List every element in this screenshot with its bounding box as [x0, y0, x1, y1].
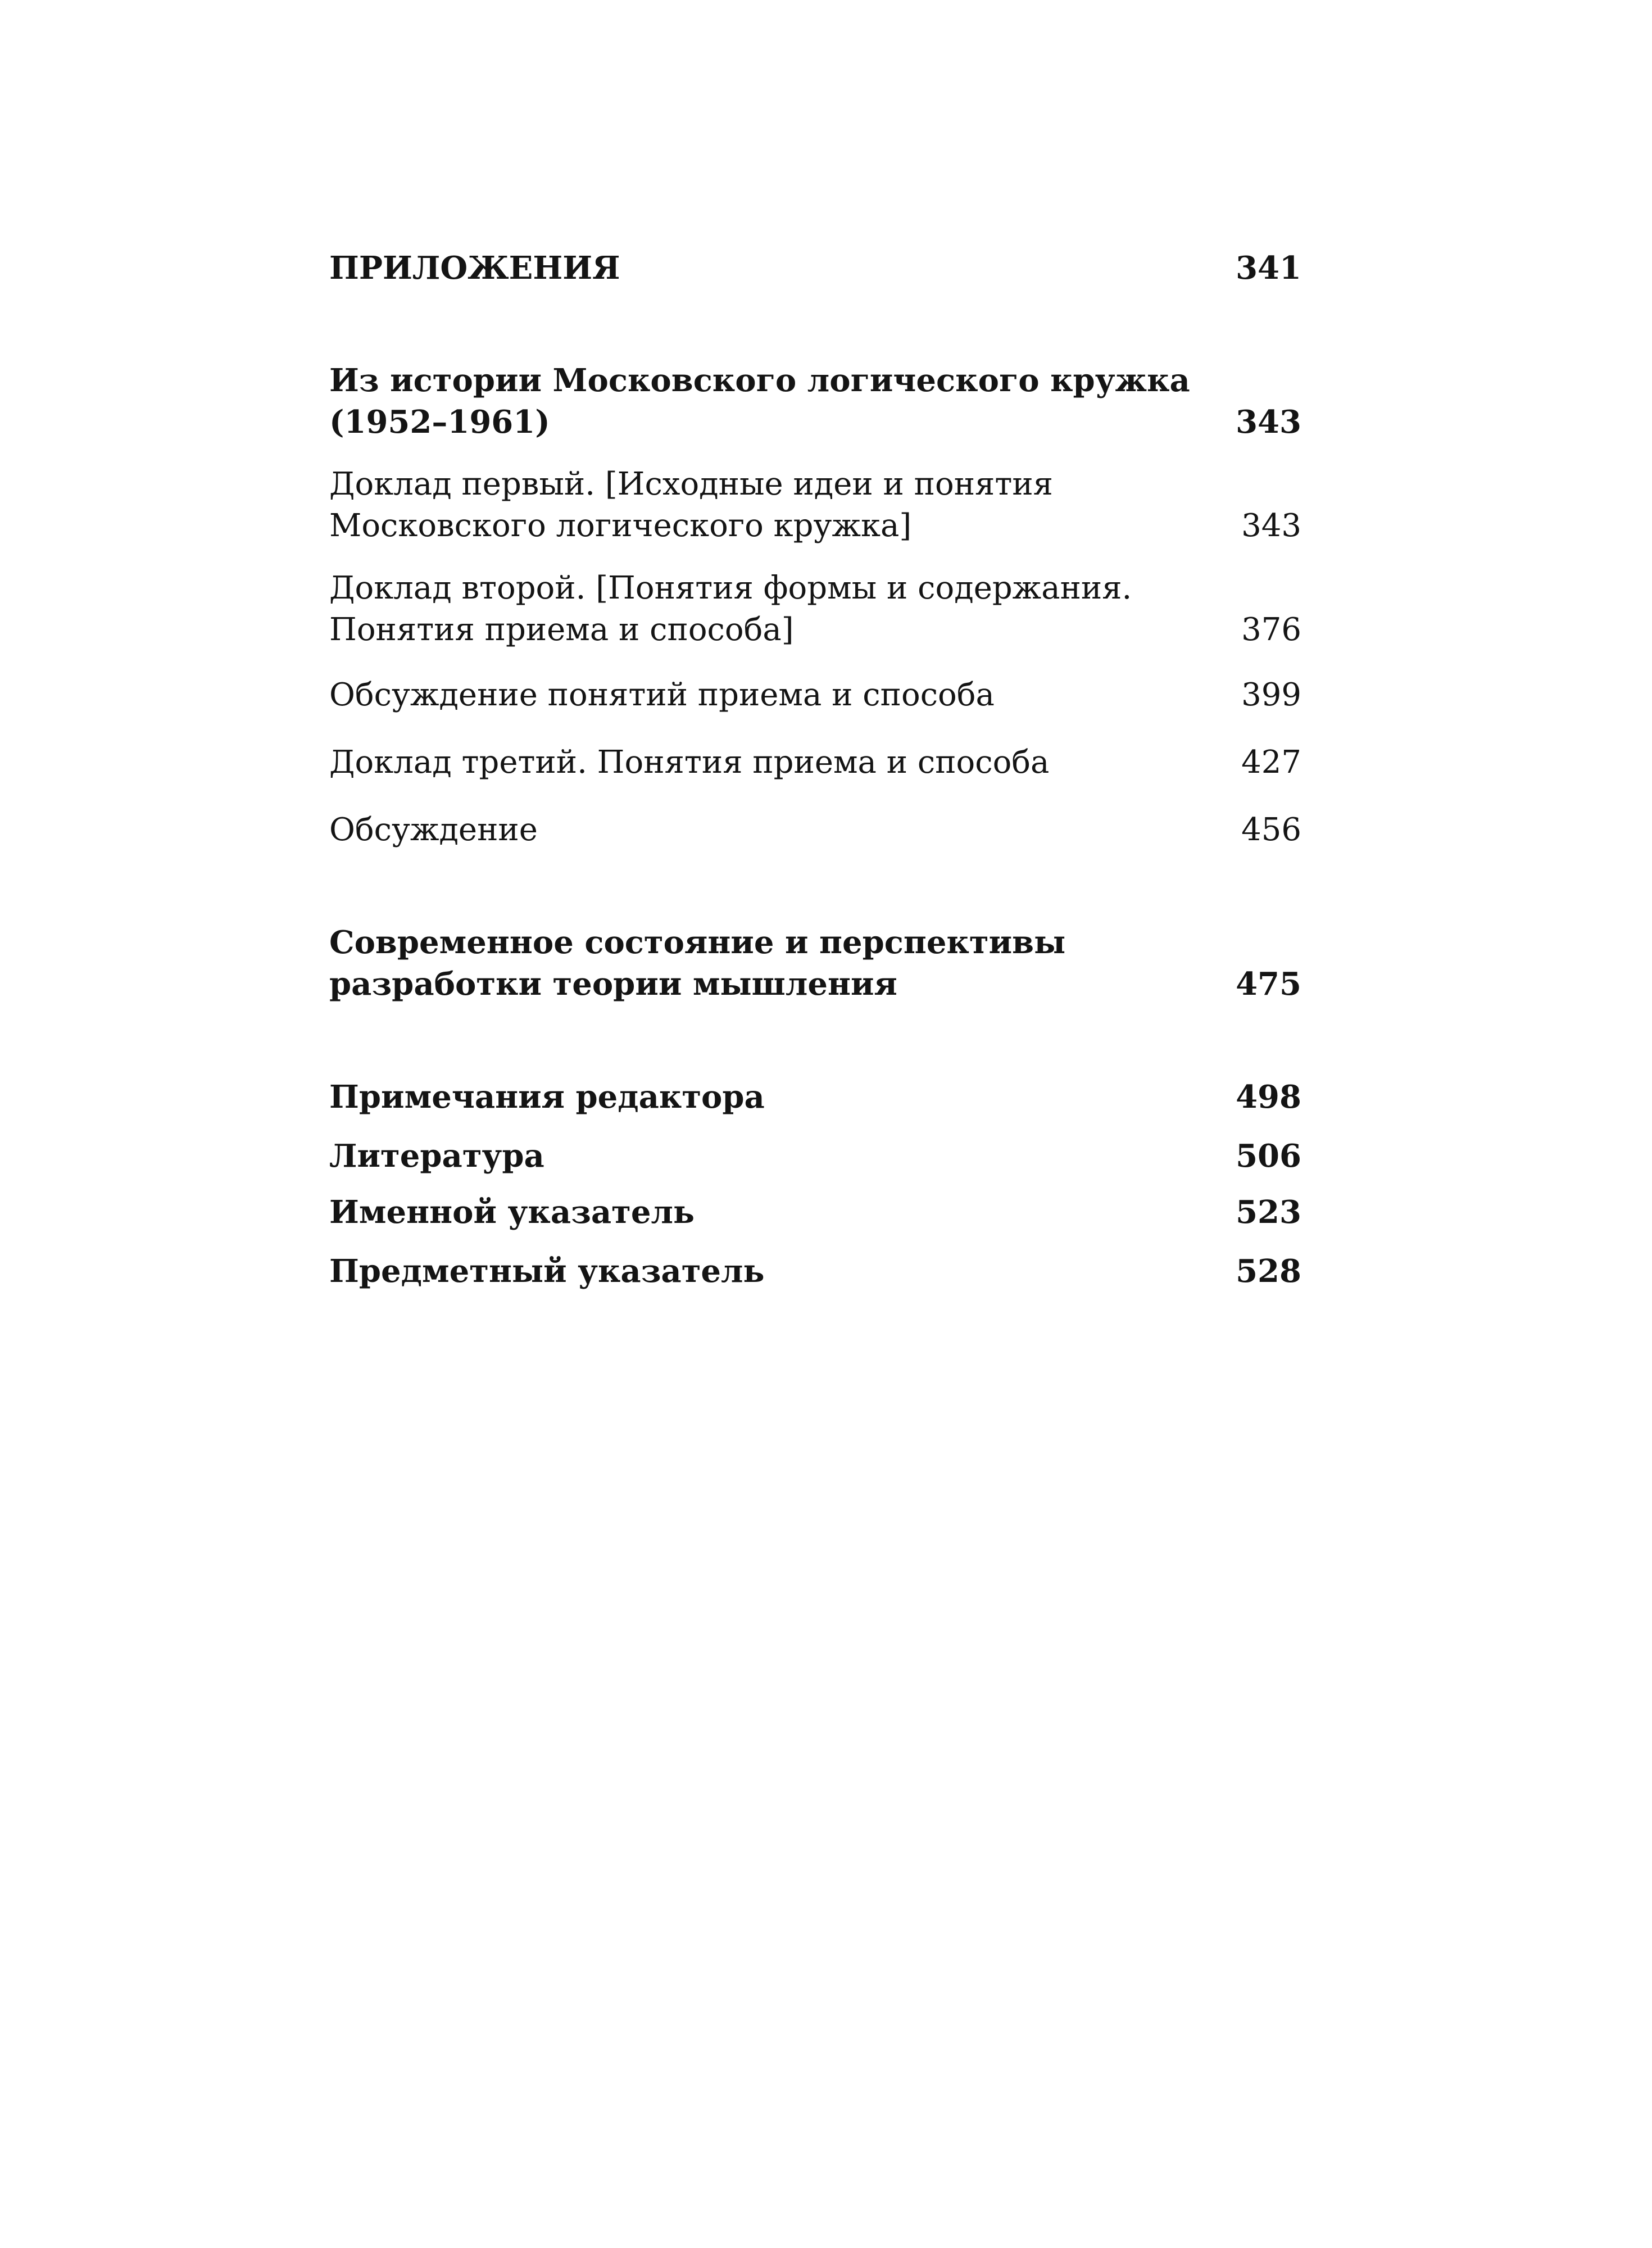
toc-entry [329, 568, 1301, 651]
toc-entry-title-line: Московского логического кружка] [329, 507, 912, 544]
toc-entry-title-line: разработки теории мышления [329, 966, 897, 1003]
toc-entry-title-line: Литература [329, 1137, 544, 1175]
toc-entry-page-number: 341 [1236, 250, 1301, 287]
toc-entry-title [329, 922, 1172, 1005]
toc-entry-title [329, 1135, 1172, 1177]
toc-entry-page-number: 498 [1236, 1078, 1301, 1116]
toc-entry [329, 464, 1301, 547]
toc-entry-page-number: 376 [1241, 611, 1301, 648]
toc-entry-title [329, 1076, 1172, 1118]
toc-entry-page-number: 456 [1241, 812, 1301, 848]
toc-entry-title-line: Доклад третий. Понятия приема и способа [329, 744, 1050, 781]
toc-entry-title [329, 1250, 1172, 1292]
toc-entry-title-line: Обсуждение [329, 812, 538, 848]
toc-entry [329, 1135, 1301, 1177]
toc-entry-title [329, 464, 1172, 547]
toc-entry-page-number: 528 [1236, 1253, 1301, 1290]
toc-entry-title-line: (1952–1961) [329, 404, 550, 441]
toc-entry-title-line: Именной указатель [329, 1194, 695, 1231]
toc-entry-page-number: 427 [1241, 744, 1301, 781]
toc-entry-page-number: 475 [1236, 966, 1301, 1003]
toc-entry-title-line: Предметный указатель [329, 1253, 765, 1290]
toc-entry-title [329, 247, 1172, 289]
toc-entry [329, 809, 1301, 851]
toc-entry-page-number: 399 [1241, 677, 1301, 713]
toc-entry [329, 360, 1301, 443]
toc-entry-title [329, 674, 1172, 716]
toc-entry [329, 1076, 1301, 1118]
toc-entry-page-number: 343 [1241, 507, 1301, 544]
toc-entry [329, 742, 1301, 783]
toc-entry-title-line: Современное состояние и перспективы [329, 924, 1066, 961]
toc-entry-page-number: 343 [1236, 404, 1301, 441]
toc-entry-title [329, 1191, 1172, 1233]
toc-entry-title [329, 809, 1172, 851]
toc-entry-title-line: Примечания редактора [329, 1078, 765, 1116]
toc-entry [329, 674, 1301, 716]
toc-entry-title [329, 360, 1190, 443]
toc-entry-title-line: Из истории Московского логического кружка [329, 362, 1190, 399]
toc-entry [329, 1191, 1301, 1233]
toc-entry-page-number: 523 [1236, 1194, 1301, 1231]
toc-entry-title-line: Доклад первый. [Исходные идеи и понятия [329, 466, 1053, 502]
toc-entry-title [329, 568, 1172, 651]
toc-entry [329, 247, 1301, 289]
toc-entry [329, 1250, 1301, 1292]
toc-entry-title [329, 742, 1172, 783]
toc-entry-title-line: Понятия приема и способа] [329, 611, 794, 648]
toc-entry-title-line: Обсуждение понятий приема и способа [329, 677, 995, 713]
toc-entry [329, 922, 1301, 1005]
toc-entry-title-line: Доклад второй. [Понятия формы и содержания. [329, 570, 1132, 606]
toc-entry-title-line: ПРИЛОЖЕНИЯ [329, 250, 620, 287]
toc-entry-page-number: 506 [1236, 1137, 1301, 1175]
